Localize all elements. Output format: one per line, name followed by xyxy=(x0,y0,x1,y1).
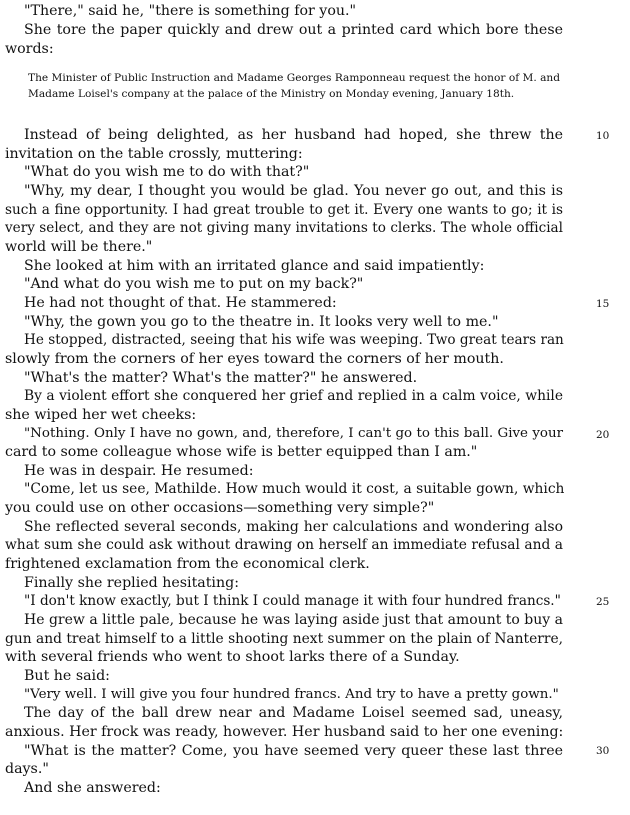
text-line: such a fine opportunity. I had great trouble to get it. Every one wants to go; it is xyxy=(5,202,563,218)
text-line: He stopped, distracted, seeing that his wife was weeping. Two great tears ran xyxy=(24,332,564,348)
line-number: 15 xyxy=(596,298,610,310)
text-line: world will be there." xyxy=(5,239,153,255)
text-line: invitation on the table crossly, muttering: xyxy=(5,146,303,162)
text-line: "Nothing. Only I have no gown, and, therefore, I can't go to this ball. Give your xyxy=(24,426,563,441)
text-line: she wiped her wet cheeks: xyxy=(5,407,197,423)
text-line: He grew a little pale, because he was laying aside just that amount to buy a xyxy=(24,612,563,628)
text-line: gun and treat himself to a little shooting next summer on the plain of Nanterre, xyxy=(5,631,563,647)
text-line: slowly from the corners of her eyes toward the corners of her mouth. xyxy=(5,351,504,367)
invitation-line: The Minister of Public Instruction and Madame Georges Ramponneau request the honor of M. and xyxy=(28,72,560,84)
line-number: 25 xyxy=(596,596,610,608)
text-line: frightened exclamation from the economical clerk. xyxy=(5,556,370,572)
text-line: "Come, let us see, Mathilde. How much would it cost, a suitable gown, which xyxy=(24,481,565,497)
text-line: "There," said he, "there is something for you." xyxy=(24,3,357,19)
text-line: what sum she could ask without drawing on herself an immediate refusal and a xyxy=(5,537,563,553)
text-line: He was in despair. He resumed: xyxy=(24,463,254,479)
text-line: "What's the matter? What's the matter?" he answered. xyxy=(24,370,418,386)
text-line: "I don't know exactly, but I think I could manage it with four hundred francs." xyxy=(24,593,561,609)
invitation-line: Madame Loisel's company at the palace of the Ministry on Monday evening, January 18th. xyxy=(28,88,515,100)
text-line: By a violent effort she conquered her grief and replied in a calm voice, while xyxy=(24,388,563,404)
text-line: "Why, my dear, I thought you would be glad. You never go out, and this is xyxy=(24,183,563,199)
text-line: "Very well. I will give you four hundred francs. And try to have a pretty gown." xyxy=(24,687,559,702)
text-line: card to some colleague whose wife is better equipped than I am." xyxy=(5,444,478,460)
text-line: anxious. Her frock was ready, however. Her husband said to her one evening: xyxy=(5,724,564,740)
text-line: She reflected several seconds, making her calculations and wondering also xyxy=(24,519,563,535)
text-line: "Why, the gown you go to the theatre in. It looks very well to me." xyxy=(24,314,499,330)
line-number: 20 xyxy=(596,429,610,441)
text-line: She looked at him with an irritated glance and said impatiently: xyxy=(24,258,485,274)
text-line: "What is the matter? Come, you have seemed very queer these last three xyxy=(24,743,563,759)
text-line: He had not thought of that. He stammered: xyxy=(24,295,337,311)
text-line: words: xyxy=(5,41,54,57)
text-line: with several friends who went to shoot larks there of a Sunday. xyxy=(5,649,460,665)
text-line: Finally she replied hesitating: xyxy=(24,575,239,591)
text-line: She tore the paper quickly and drew out a printed card which bore these xyxy=(24,22,563,38)
text-line: "And what do you wish me to put on my back?" xyxy=(24,276,364,292)
text-line: And she answered: xyxy=(24,780,161,796)
text-line: you could use on other occasions—something very simple?" xyxy=(5,500,435,516)
text-line: very select, and they are not giving many invitations to clerks. The whole official xyxy=(5,220,563,236)
text-line: days." xyxy=(5,761,49,777)
text-line: "What do you wish me to do with that?" xyxy=(24,164,310,180)
text-line: The day of the ball drew near and Madame Loisel seemed sad, uneasy, xyxy=(24,705,563,721)
text-line: But he said: xyxy=(24,668,110,684)
text-line: Instead of being delighted, as her husband had hoped, she threw the xyxy=(24,127,563,143)
line-number: 30 xyxy=(596,745,610,757)
line-number: 10 xyxy=(596,130,610,142)
